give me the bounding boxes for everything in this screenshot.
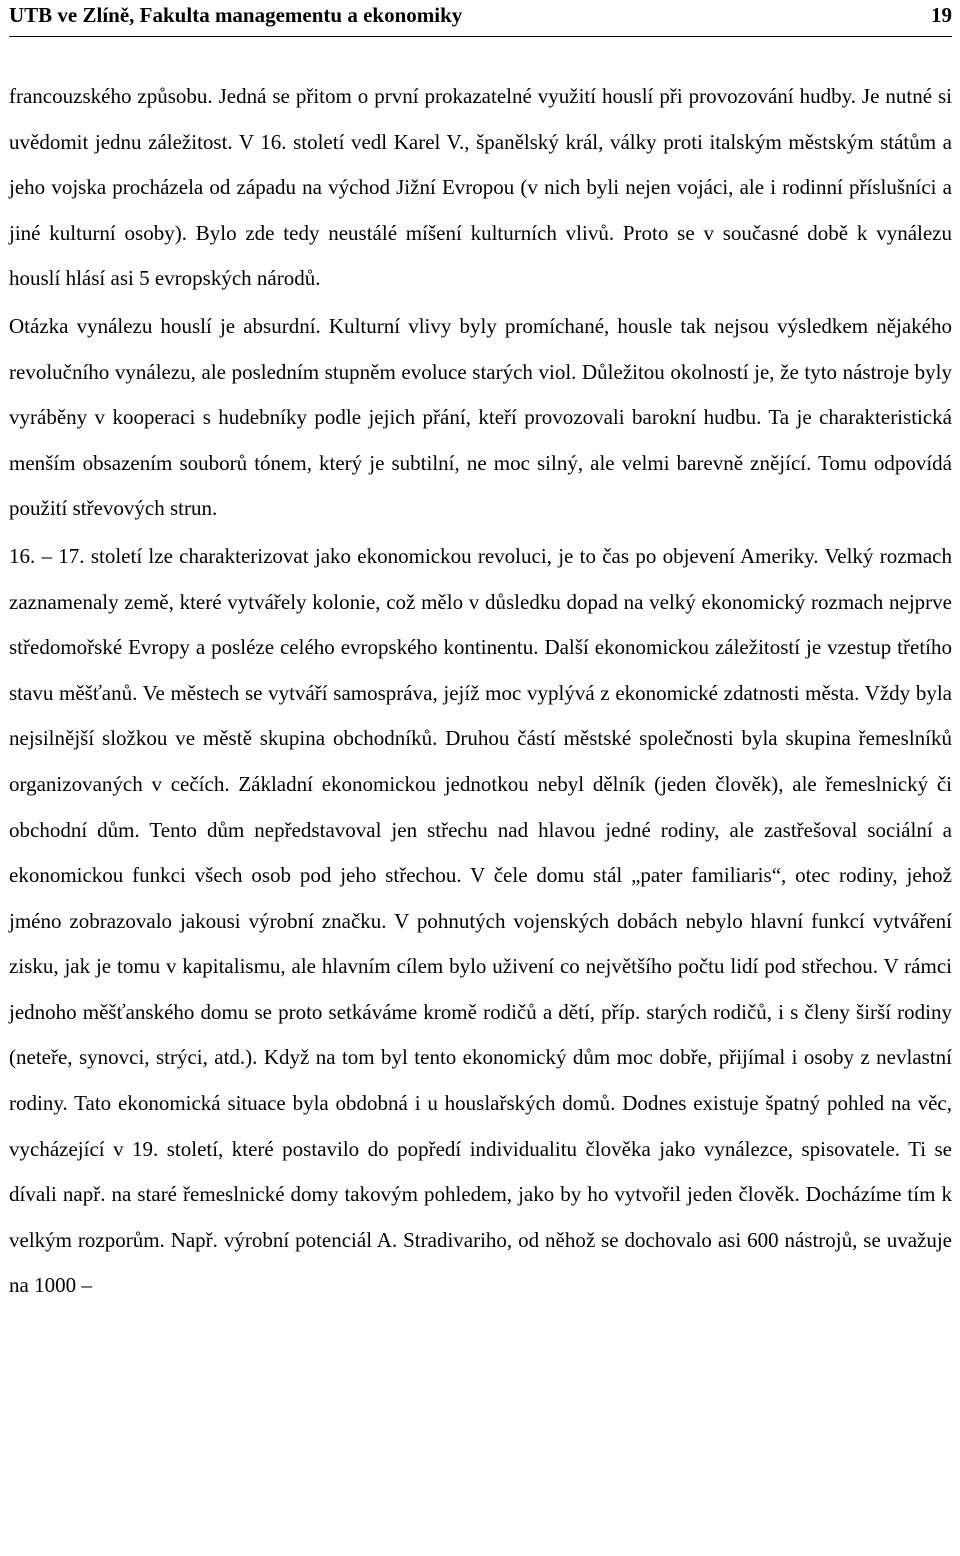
header-title: UTB ve Zlíně, Fakulta managementu a ekonomiky [9, 3, 463, 27]
paragraph: 16. – 17. století lze charakterizovat jako ekonomickou revoluci, je to čas po objevení Ameriky. Velký rozmach zaznamenaly země, které vytvářely kolonie, což mělo v důsledku dopad na velký ekonomický rozmach nejprve středomořské Evropy a posléze celého evropského kontinentu. Další ekonomickou záležitostí je vzestup třetího stavu měšťanů. Ve městech se vytváří samospráva, jejíž moc vyplývá z ekonomické zdatnosti města. Vždy byla nejsilnější složkou ve městě skupina obchodníků. Druhou částí městské společnosti byla skupina řemeslníků organizovaných v cečích. Základní ekonomickou jednotkou nebyl dělník (jeden člověk), ale řemeslnický či obchodní dům. Tento dům nepředstavoval jen střechu nad hlavou jedné rodiny, ale zastřešoval sociální a ekonomickou funkci všech osob pod jeho střechou. V čele domu stál „pater familiaris“, otec rodiny, jehož jméno zobrazovalo jakousi výrobní značku. V pohnutých vojenských dobách nebylo hlavní funkcí vytváření zisku, jak je tomu v kapitalismu, ale hlavním cílem bylo uživení co největšího počtu lidí pod střechou. V rámci jednoho měšťanského domu se proto setkáváme kromě rodičů a dětí, příp. starých rodičů, i s členy širší rodiny (neteře, synovci, strýci, atd.). Když na tom byl tento ekonomický dům moc dobře, přijímal i osoby z nevlastní rodiny. Tato ekonomická situace byla obdobná i u houslařských domů. Dodnes existuje špatný pohled na věc, vycházející v 19. století, které postavilo do popředí individualitu člověka jako vynálezce, spisovatele. Ti se dívali např. na staré řemeslnické domy takovým pohledem, jako by ho vytvořil jeden člověk. Docházíme tím k velkým rozporům. Např. výrobní potenciál A. Stradivariho, od něhož se dochovalo asi 600 nástrojů, se uvažuje na 1000 – [9, 543, 952, 1298]
paragraph: Otázka vynálezu houslí je absurdní. Kulturní vlivy byly promíchané, housle tak nejsou výsledkem nějakého revolučního vynálezu, ale posledním stupněm evoluce starých viol. Důležitou okolností je, že tyto nástroje byly vyráběny v kooperaci s hudebníky podle jejich přání, kteří provozovali barokní hudbu. Ta je charakteristická menším obsazením souborů tónem, který je subtilní, ne moc silný, ale velmi barevně znějící. Tomu odpovídá použití střevových strun. [9, 313, 952, 521]
body-text [9, 74, 952, 1309]
paragraph: francouzského způsobu. Jedná se přitom o první prokazatelné využití houslí při provozování hudby. Je nutné si uvědomit jednu záležitost. V 16. století vedl Karel V., španělský král, války proti italským městským státům a jeho vojska procházela od západu na východ Jižní Evropou (v nich byli nejen vojáci, ale i rodinní příslušníci a jiné kulturní osoby). Bylo zde tedy neustálé míšení kulturních vlivů. Proto se v současné době k vynálezu houslí hlásí asi 5 evropských národů. [9, 84, 952, 291]
running-header [9, 0, 952, 30]
header-rule [9, 36, 952, 37]
page-number: 19 [931, 3, 952, 27]
